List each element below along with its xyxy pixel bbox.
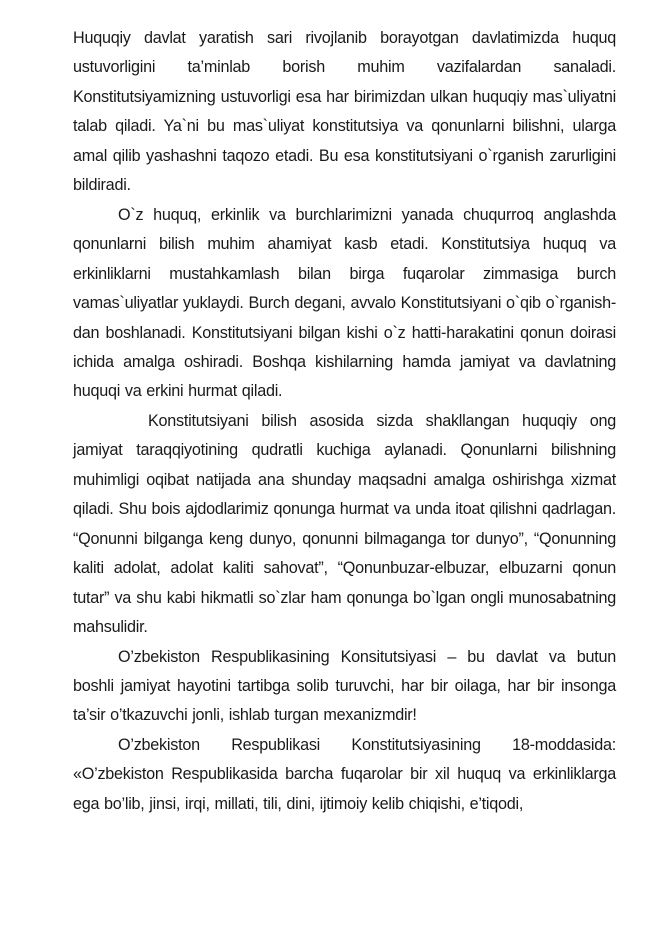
paragraph-2: O`z huquq, erkinlik va burchlarimizni yanada chuqurroq anglashda qonunlarni bilish muhim ahamiyat kasb etadi. Konstitutsiya huquq va erkinliklarni mustahkamlash bilan birga fuqarolar zimmasiga burch vamas`uliyatlar yuklaydi. Burch degani, avvalo Konstitutsiyani o`qib o`rganish-dan boshlanadi. Konstitutsiyani bilgan kishi o`z hatti-harakatini qonun doirasi ichida amalga oshiradi. Boshqa kishilarning hamda jamiyat va davlatning huquqi va erkini hurmat qiladi. (73, 205, 616, 401)
paragraph-5: O’zbekiston Respublikasi Konstitutsiyasining 18-moddasida: «O’zbekiston Respublikasida barcha fuqarolar bir xil huquq va erkinliklarga ega bo’lib, jinsi, irqi, millati, tili, dini, ijtimoiy kelib chiqishi, e’tiqodi, (73, 735, 616, 813)
paragraph-1: Huquqiy davlat yaratish sari rivojlanib borayotgan davlatimizda huquq ustuvorligini ta’minlab borish muhim vazifalardan sanaladi. Konstitutsiyamizning ustuvorligi esa har birimizdan ulkan huquqiy mas`uliyatni talab qiladi. Ya`ni bu mas`uliyat konstitutsiya va qonunlarni bilishni, ularga amal qilib yashashni taqozo etadi. Bu esa konstitutsiyani o`rganish zarurligini bildiradi. (73, 29, 616, 195)
paragraph-3: Konstitutsiyani bilish asosida sizda shakllangan huquqiy ong jamiyat taraqqiyotining qudratli kuchiga aylanadi. Qonunlarni bilishning muhimligi oqibat natijada ana shunday maqsadni amalga oshirishga xizmat qiladi. Shu bois ajdodlarimiz qonunga hurmat va unda itoat qilishni qadrlagan. “Qonunni bilganga keng dunyo, qonunni bilmaganga tor dunyo”, “Qonunning kaliti adolat, adolat kaliti sahovat”, “Qonunbuzar-elbuzar, elbuzarni qonun tutar” va shu kabi hikmatli so`zlar ham qonunga bo`lgan ongli munosabatning mahsulidir. (73, 411, 616, 637)
paragraph-4: O’zbekiston Respublikasining Konsitutsiyasi – bu davlat va butun boshli jamiyat hayotini tartibga solib turuvchi, har bir oilaga, har bir insonga ta’sir o’tkazuvchi jonli, ishlab turgan mexanizmdir! (73, 647, 616, 725)
document-page (73, 24, 616, 819)
